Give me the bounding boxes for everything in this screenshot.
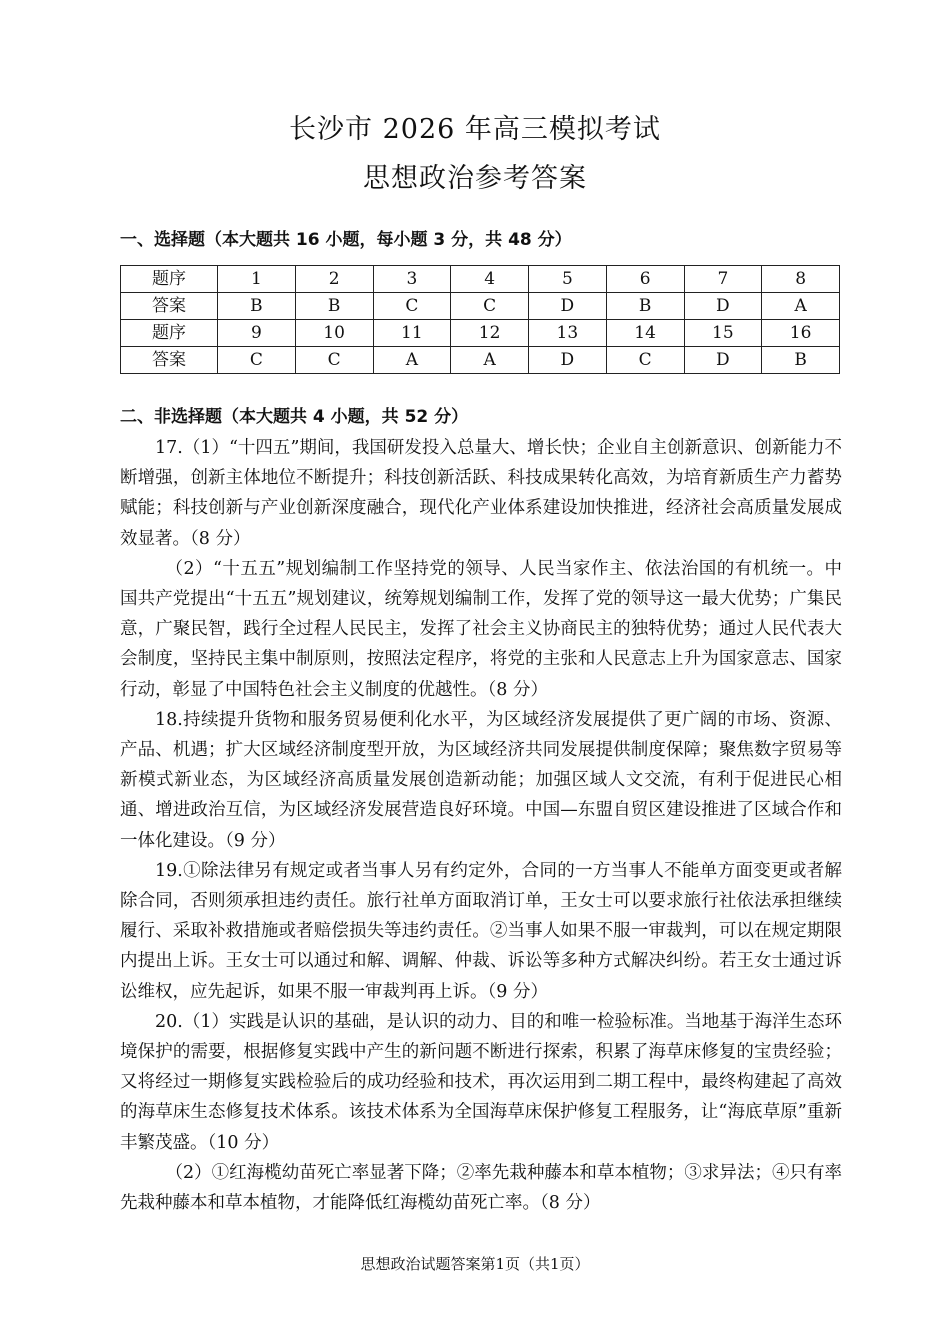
table-cell: 9 — [218, 320, 296, 347]
table-cell: C — [373, 293, 451, 320]
table-cell: C — [606, 347, 684, 374]
answer-table — [120, 265, 840, 374]
table-cell: C — [295, 347, 373, 374]
table-cell: B — [295, 293, 373, 320]
table-cell: 2 — [295, 266, 373, 293]
table-cell: B — [606, 293, 684, 320]
section-1-heading: 一、选择题（本大题共 16 小题，每小题 3 分，共 48 分） — [120, 230, 572, 250]
table-cell: A — [451, 347, 529, 374]
table-cell: 11 — [373, 320, 451, 347]
row-label: 题序 — [121, 266, 218, 293]
page-footer: 思想政治试题答案第1页（共1页） — [360, 1255, 590, 1273]
answer-18: 18.持续提升货物和服务贸易便利化水平，为区域经济发展提供了更广阔的市场、资源、产品、机遇；扩大区域经济制度型开放，为区域经济共同发展提供制度保障；聚焦数字贸易等新模式新业态，为区域经济高质量发展创造新动能；加强区域人文交流，有利于促进民心相通、增进政治互信，为区域经济发展营造良好环境。中国—东盟自贸区建设推进了区域合作和一体化建设。（9 分） — [120, 709, 842, 851]
table-cell: A — [373, 347, 451, 374]
answer-body — [120, 433, 842, 1218]
table-row — [121, 320, 840, 347]
section-2-heading: 二、非选择题（本大题共 4 小题，共 52 分） — [120, 407, 469, 427]
table-cell: 1 — [218, 266, 296, 293]
answer-20-2: （2）①红海榄幼苗死亡率显著下降；②率先栽种藤本和草本植物；③求异法；④只有率先栽种藤本和草本植物，才能降低红海榄幼苗死亡率。（8 分） — [120, 1162, 842, 1214]
table-cell: 6 — [606, 266, 684, 293]
table-row — [121, 347, 840, 374]
table-cell: D — [529, 347, 607, 374]
row-label: 答案 — [121, 293, 218, 320]
answer-17-1: 17.（1）“十四五”期间，我国研发投入总量大、增长快；企业自主创新意识、创新能力不断增强，创新主体地位不断提升；科技创新活跃、科技成果转化高效，为培育新质生产力蓄势赋能；科技创新与产业创新深度融合，现代化产业体系建设加快推进，经济社会高质量发展成效显著。（8 分） — [120, 438, 842, 549]
table-cell: 14 — [606, 320, 684, 347]
table-cell: D — [684, 347, 762, 374]
table-cell: 5 — [529, 266, 607, 293]
answer-17-2: （2）“十五五”规划编制工作坚持党的领导、人民当家作主、依法治国的有机统一。中国共产党提出“十五五”规划建议，统筹规划编制工作，发挥了党的领导这一最大优势；广集民意，广聚民智，践行全过程人民民主，发挥了社会主义协商民主的独特优势；通过人民代表大会制度，坚持民主集中制原则，按照法定程序，将党的主张和人民意志上升为国家意志、国家行动，彰显了中国特色社会主义制度的优越性。（8 分） — [120, 558, 842, 700]
table-cell: 15 — [684, 320, 762, 347]
table-cell: 13 — [529, 320, 607, 347]
table-cell: 8 — [762, 266, 840, 293]
table-cell: D — [684, 293, 762, 320]
answer-19: 19.①除法律另有规定或者当事人另有约定外，合同的一方当事人不能单方面变更或者解除合同，否则须承担违约责任。旅行社单方面取消订单，王女士可以要求旅行社依法承担继续履行、采取补救措施或者赔偿损失等违约责任。②当事人如果不服一审裁判，可以在规定期限内提出上诉。王女士可以通过和解、调解、仲裁、诉讼等多种方式解决纠纷。若王女士通过诉讼维权，应先起诉，如果不服一审裁判再上诉。（9 分） — [120, 860, 842, 1002]
table-cell: 3 — [373, 266, 451, 293]
row-label: 答案 — [121, 347, 218, 374]
table-cell: C — [218, 347, 296, 374]
table-cell: D — [529, 293, 607, 320]
exam-subtitle: 思想政治参考答案 — [363, 163, 587, 194]
table-cell: B — [762, 347, 840, 374]
table-cell: B — [218, 293, 296, 320]
table-cell: 7 — [684, 266, 762, 293]
answer-20-1: 20.（1）实践是认识的基础，是认识的动力、目的和唯一检验标准。当地基于海洋生态环境保护的需要，根据修复实践中产生的新问题不断进行探索，积累了海草床修复的宝贵经验；又将经过一期修复实践检验后的成功经验和技术，再次运用到二期工程中，最终构建起了高效的海草床生态修复技术体系。该技术体系为全国海草床保护修复工程服务，让“海底草原”重新丰繁茂盛。（10 分） — [120, 1011, 842, 1153]
table-cell: A — [762, 293, 840, 320]
row-label: 题序 — [121, 320, 218, 347]
exam-title: 长沙市 2026 年高三模拟考试 — [289, 114, 661, 145]
table-cell: 4 — [451, 266, 529, 293]
table-cell: 12 — [451, 320, 529, 347]
table-row — [121, 293, 840, 320]
table-cell: 10 — [295, 320, 373, 347]
table-cell: C — [451, 293, 529, 320]
table-cell: 16 — [762, 320, 840, 347]
table-row — [121, 266, 840, 293]
